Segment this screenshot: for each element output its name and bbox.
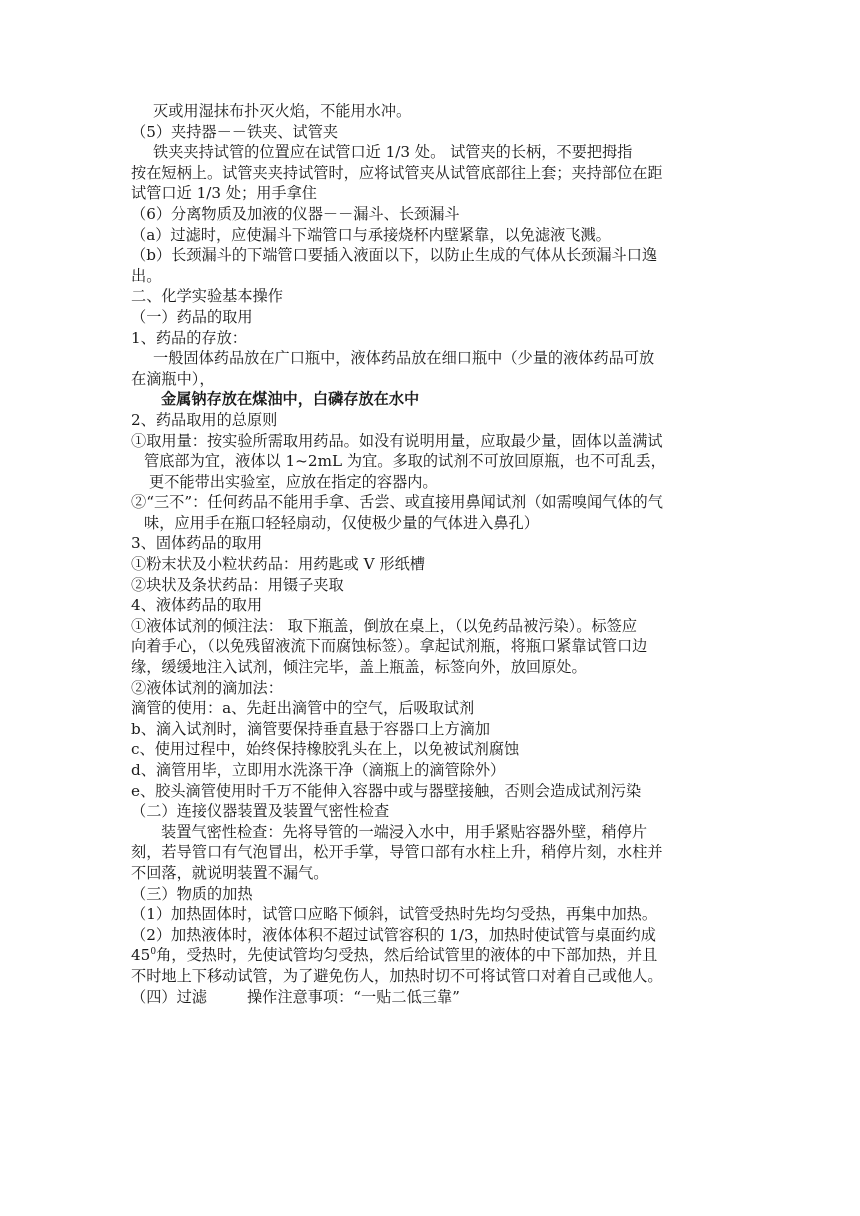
angle-rest-text: 角，受热时，先使试管均匀受热，然后给试管里的液体的中下部加热，并且 [156, 946, 658, 965]
text-line: 装置气密性检查：先将导管的一端浸入水中，用手紧贴容器外壁，稍停片 [161, 822, 647, 841]
text-line: b、滴入试剂时，滴管要保持垂直悬于容器口上方滴加 [131, 719, 491, 738]
text-line: 二、化学实验基本操作 [131, 287, 283, 306]
text-line-filter [131, 987, 737, 1008]
text-line: （1）加热固体时，试管口应略下倾斜，试管受热时先均匀受热，再集中加热。 [131, 905, 658, 924]
text-line: （一）药品的取用 [131, 307, 253, 326]
text-line-angle [131, 945, 737, 966]
text-line: ①液体试剂的倾注法： 取下瓶盖，倒放在桌上，（以免药品被污染）。标签应 [131, 616, 638, 635]
text-line: 4、液体药品的取用 [131, 596, 263, 615]
text-line: 出。 [131, 266, 162, 285]
text-line: ②液体试剂的滴加法： [131, 678, 283, 697]
text-line: （三）物质的加热 [131, 884, 253, 903]
text-line: ②块状及条状药品：用镊子夹取 [131, 575, 344, 594]
text-line: （5）夹持器－－铁夹、试管夹 [131, 122, 339, 141]
degree-superscript: 0 [150, 947, 157, 958]
text-line: 管底部为宜，液体以 1~2mL 为宜。多取的试剂不可放回原瓶，也不可乱丢， [144, 452, 666, 471]
document-page [131, 101, 737, 1007]
text-line: d、滴管用毕，立即用水洗涤干净（滴瓶上的滴管除外） [131, 761, 506, 779]
text-line: 不回落，就说明装置不漏气。 [131, 863, 329, 882]
text-line: 铁夹夹持试管的位置应在试管口近 1/3 处。 试管夹的长柄，不要把拇指 [153, 143, 633, 162]
text-line: （6）分离物质及加液的仪器－－漏斗、长颈漏斗 [131, 204, 460, 223]
text-line: 1、药品的存放： [131, 328, 247, 347]
text-line: 试管口近 1/3 处；用手拿住 [131, 184, 317, 203]
angle-number: 45 [131, 946, 151, 965]
text-line: 刻，若导管口有气泡冒出，松开手掌，导管口部有水柱上升，稍停片刻，水柱并 [131, 843, 663, 862]
text-line: 金属钠存放在煤油中，白磷存放在水中 [161, 390, 420, 409]
text-line: 不时地上下移动试管，为了避免伤人，加热时切不可将试管口对着自己或他人。 [131, 966, 663, 985]
text-line: e、胶头滴管使用时千万不能伸入容器中或与器壁接触，否则会造成试剂污染 [131, 781, 642, 800]
text-line: 3、固体药品的取用 [131, 534, 263, 553]
filter-heading: （四）过滤 [131, 987, 207, 1006]
text-line: ②“三不”：任何药品不能用手拿、舌尝、或直接用鼻闻试剂（如需嗅闻气体的气 [131, 493, 663, 512]
text-line: ①粉末状及小粒状药品：用药匙或 V 形纸槽 [131, 555, 425, 574]
text-line: 按在短柄上。试管夹夹持试管时，应将试管夹从试管底部往上套；夹持部位在距 [131, 163, 663, 182]
text-line: 灭或用湿抹布扑灭火焰，不能用水冲。 [153, 102, 412, 120]
text-line: （b）长颈漏斗的下端管口要插入液面以下，以防止生成的气体从长颈漏斗口逸 [131, 246, 658, 265]
text-line: 缘，缓缓地注入试剂，倾注完毕，盖上瓶盖，标签向外，放回原处。 [131, 658, 587, 677]
text-line: ①取用量：按实验所需取用药品。如没有说明用量，应取最少量，固体以盖满试 [131, 431, 663, 450]
text-line: 更不能带出实验室，应放在指定的容器内。 [149, 472, 438, 491]
text-line: （a）过滤时，应使漏斗下端管口与承接烧杯内壁紧靠，以免滤液飞溅。 [131, 225, 611, 244]
text-line: 向着手心，（以免残留液流下而腐蚀标签）。拿起试剂瓶，将瓶口紧靠试管口边 [131, 637, 648, 656]
text-line: 一般固体药品放在广口瓶中，液体药品放在细口瓶中（少量的液体药品可放 [153, 349, 655, 368]
text-line: 2、药品取用的总原则 [131, 410, 278, 429]
filter-notes: 操作注意事项：“一贴二低三靠” [246, 987, 460, 1006]
text-line: 在滴瓶中）， [131, 369, 215, 388]
text-line: c、使用过程中，始终保持橡胶乳头在上，以免被试剂腐蚀 [131, 740, 520, 759]
text-line: （2）加热液体时，液体体积不超过试管容积的 1/3，加热时使试管与桌面约成 [131, 925, 656, 944]
text-line: （二）连接仪器装置及装置气密性检查 [131, 802, 390, 821]
text-line: 味，应用手在瓶口轻轻扇动，仅使极少量的气体进入鼻孔） [144, 513, 539, 532]
text-line: 滴管的使用：a、先赶出滴管中的空气，后吸取试剂 [131, 699, 475, 718]
